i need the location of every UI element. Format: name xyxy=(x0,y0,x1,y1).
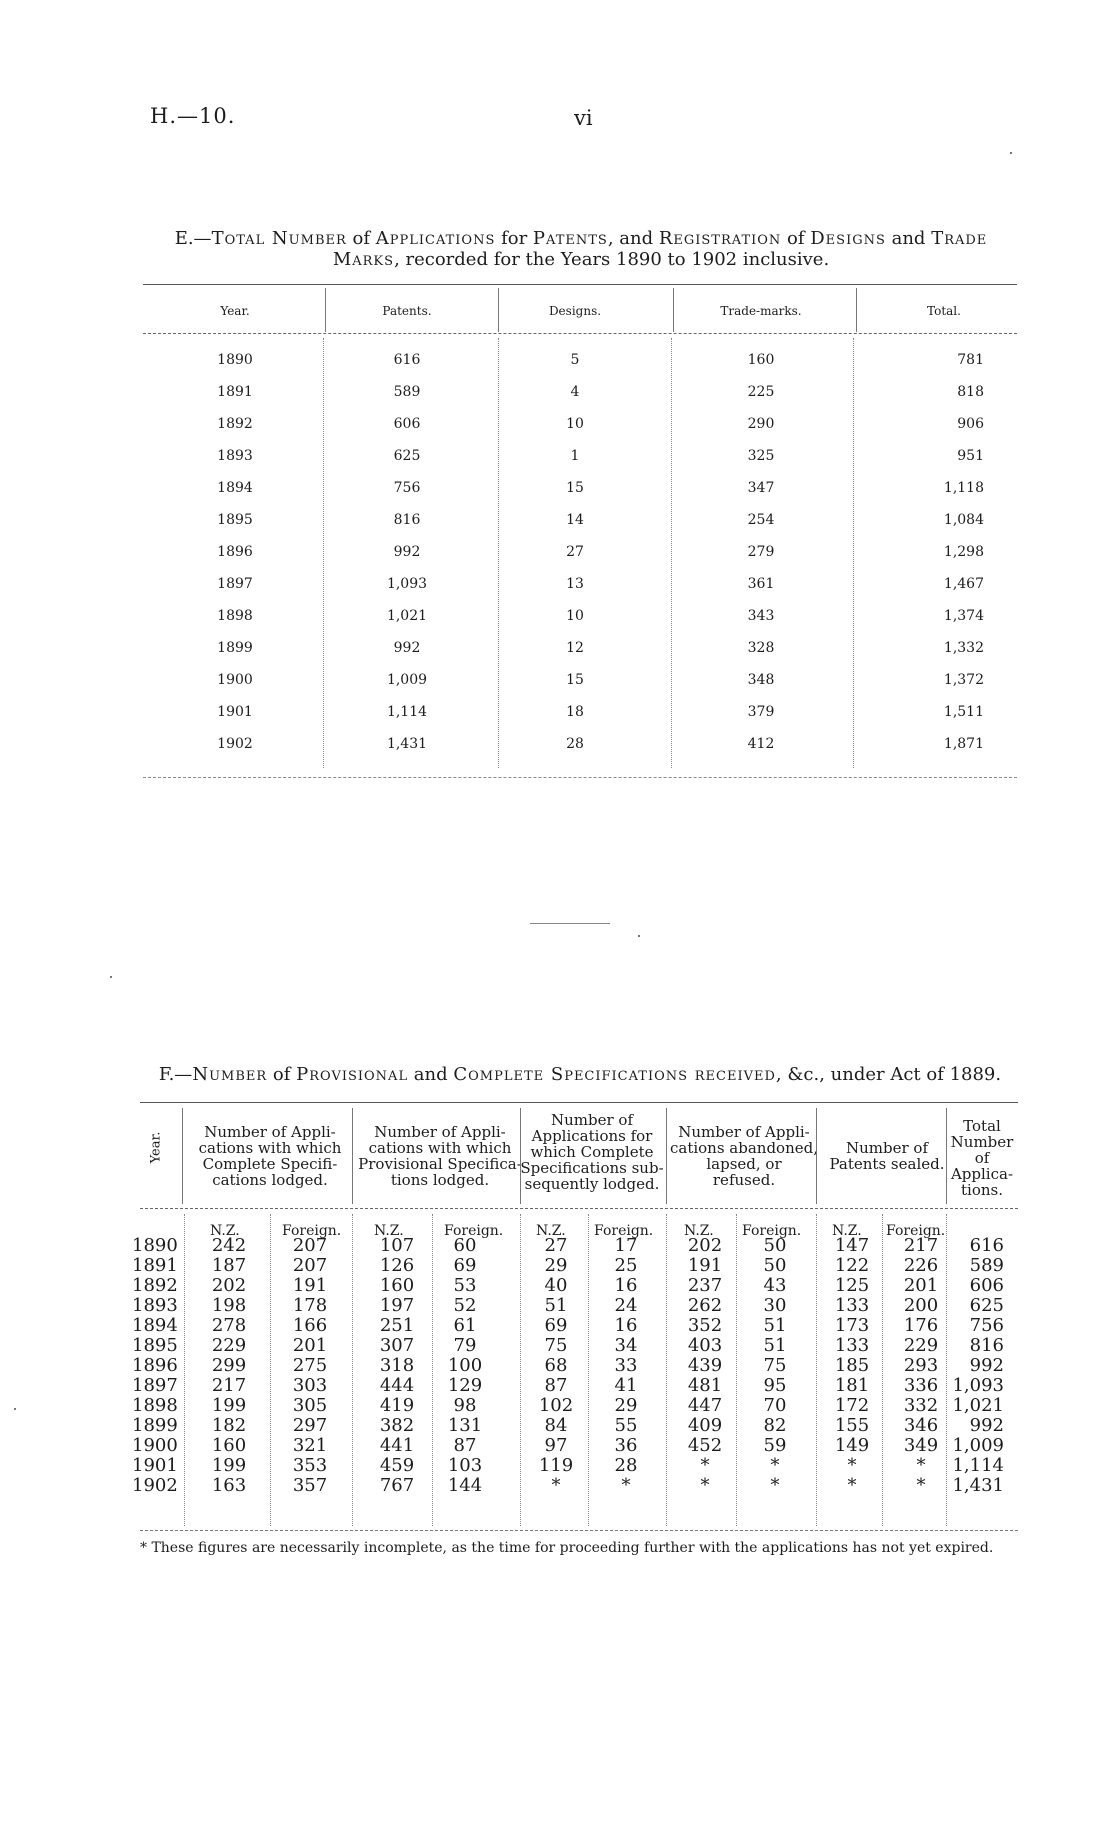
table-row xyxy=(0,1416,1114,1436)
provisional-foreign-cell: 61 xyxy=(453,1315,477,1336)
abandoned-foreign-cell: 43 xyxy=(763,1275,787,1296)
trade-marks-cell: 379 xyxy=(747,704,775,720)
year-cell: 1902 xyxy=(217,736,253,752)
table-row xyxy=(0,1456,1114,1476)
trade-marks-cell: 254 xyxy=(747,512,775,528)
complete-nz-cell: 163 xyxy=(211,1475,247,1496)
subheader-nz: N.Z. xyxy=(684,1223,714,1239)
table-row xyxy=(0,1396,1114,1416)
trade-marks-cell: 347 xyxy=(747,480,775,496)
table-f-divider xyxy=(352,1108,353,1204)
year-cell: 1890 xyxy=(132,1235,178,1256)
subsequent-nz-cell: 40 xyxy=(544,1275,568,1296)
trade-marks-cell: 325 xyxy=(747,448,775,464)
subsequent-nz-cell: 68 xyxy=(544,1355,568,1376)
subsequent-nz-cell: 29 xyxy=(544,1255,568,1276)
year-cell: 1894 xyxy=(132,1315,178,1336)
subsequent-foreign-cell: 25 xyxy=(614,1255,638,1276)
table-row xyxy=(0,1296,1114,1316)
trade-marks-cell: 160 xyxy=(747,352,775,368)
abandoned-nz-cell: 202 xyxy=(687,1235,723,1256)
complete-foreign-cell: 297 xyxy=(292,1415,328,1436)
designs-cell: 27 xyxy=(566,544,584,560)
abandoned-foreign-cell: 51 xyxy=(763,1315,787,1336)
sealed-foreign-cell: * xyxy=(916,1455,926,1476)
trade-marks-cell: 348 xyxy=(747,672,775,688)
abandoned-nz-cell: * xyxy=(700,1475,710,1496)
table-e-divider xyxy=(856,288,857,332)
sealed-nz-cell: 185 xyxy=(834,1355,870,1376)
sealed-nz-cell: * xyxy=(847,1455,857,1476)
designs-cell: 28 xyxy=(566,736,584,752)
sealed-foreign-cell: 349 xyxy=(903,1435,939,1456)
table-row xyxy=(0,416,1114,448)
patents-cell: 1,114 xyxy=(386,704,428,720)
total-cell: 906 xyxy=(957,416,984,432)
year-cell: 1892 xyxy=(132,1275,178,1296)
total-cell: 1,467 xyxy=(943,576,984,592)
trade-marks-cell: 225 xyxy=(747,384,775,400)
provisional-nz-cell: 307 xyxy=(379,1335,415,1356)
year-cell: 1899 xyxy=(217,640,253,656)
complete-nz-cell: 278 xyxy=(211,1315,247,1336)
year-cell: 1898 xyxy=(217,608,253,624)
patents-cell: 1,009 xyxy=(386,672,428,688)
table-f-divider xyxy=(946,1108,947,1204)
abandoned-nz-cell: 439 xyxy=(687,1355,723,1376)
subsequent-nz-cell: 84 xyxy=(544,1415,568,1436)
complete-foreign-cell: 191 xyxy=(292,1275,328,1296)
provisional-nz-cell: 459 xyxy=(379,1455,415,1476)
total-cell: 816 xyxy=(969,1335,1004,1356)
trade-marks-cell: 343 xyxy=(747,608,775,624)
year-cell: 1891 xyxy=(132,1255,178,1276)
table-row xyxy=(0,576,1114,608)
total-cell: 1,009 xyxy=(952,1435,1004,1456)
year-cell: 1891 xyxy=(217,384,253,400)
total-cell: 992 xyxy=(969,1415,1004,1436)
sealed-nz-cell: 172 xyxy=(834,1395,870,1416)
table-row xyxy=(0,448,1114,480)
designs-cell: 10 xyxy=(566,608,584,624)
provisional-nz-cell: 444 xyxy=(379,1375,415,1396)
total-cell: 1,374 xyxy=(943,608,984,624)
designs-cell: 14 xyxy=(566,512,584,528)
total-cell: 951 xyxy=(957,448,984,464)
subsequent-foreign-cell: 16 xyxy=(614,1275,638,1296)
section-separator xyxy=(530,923,610,924)
total-cell: 589 xyxy=(969,1255,1004,1276)
designs-cell: 18 xyxy=(566,704,584,720)
table-e-title: E.—Total Number of Applications for Patents, and Registration of Designs and Trade Marks, recorded for the Years 1890 to 1902 inclusive. xyxy=(174,228,988,270)
complete-foreign-cell: 275 xyxy=(292,1355,328,1376)
table-f-divider xyxy=(666,1108,667,1204)
table-row xyxy=(0,608,1114,640)
total-cell: 1,298 xyxy=(943,544,984,560)
footnote: * These figures are necessarily incomplete, as the time for proceeding further with the applications has not yet expired. xyxy=(140,1540,994,1556)
total-cell: 616 xyxy=(969,1235,1004,1256)
table-row xyxy=(0,1336,1114,1356)
table-f-header-total: Total Number of Applica- tions. xyxy=(950,1117,1014,1199)
provisional-nz-cell: 160 xyxy=(379,1275,415,1296)
subsequent-foreign-cell: 34 xyxy=(614,1335,638,1356)
table-f-bottom-rule xyxy=(140,1530,1018,1531)
table-row xyxy=(0,384,1114,416)
abandoned-foreign-cell: * xyxy=(770,1455,780,1476)
total-cell: 1,084 xyxy=(943,512,984,528)
abandoned-nz-cell: 262 xyxy=(687,1295,723,1316)
complete-foreign-cell: 357 xyxy=(292,1475,328,1496)
provisional-foreign-cell: 60 xyxy=(453,1235,477,1256)
sealed-nz-cell: 173 xyxy=(834,1315,870,1336)
abandoned-foreign-cell: 82 xyxy=(763,1415,787,1436)
sealed-foreign-cell: 336 xyxy=(903,1375,939,1396)
patents-cell: 616 xyxy=(393,352,421,368)
patents-cell: 589 xyxy=(393,384,421,400)
patents-cell: 1,431 xyxy=(386,736,428,752)
total-cell: 1,118 xyxy=(943,480,984,496)
subheader-nz: N.Z. xyxy=(536,1223,566,1239)
patents-cell: 992 xyxy=(393,544,421,560)
subheader-nz: N.Z. xyxy=(210,1223,240,1239)
page-reference: H.—10. xyxy=(150,104,236,128)
complete-nz-cell: 299 xyxy=(211,1355,247,1376)
sealed-foreign-cell: 176 xyxy=(903,1315,939,1336)
subsequent-nz-cell: 87 xyxy=(544,1375,568,1396)
total-cell: 1,431 xyxy=(952,1475,1004,1496)
patents-cell: 816 xyxy=(393,512,421,528)
complete-foreign-cell: 303 xyxy=(292,1375,328,1396)
table-f-header-subsequent: Number of Applications for which Complete Specifications sub- sequently lodged. xyxy=(520,1111,664,1193)
year-cell: 1901 xyxy=(217,704,253,720)
abandoned-nz-cell: 237 xyxy=(687,1275,723,1296)
year-cell: 1897 xyxy=(132,1375,178,1396)
complete-nz-cell: 199 xyxy=(211,1455,247,1476)
sealed-nz-cell: 149 xyxy=(834,1435,870,1456)
table-row xyxy=(0,1476,1114,1496)
abandoned-nz-cell: 481 xyxy=(687,1375,723,1396)
complete-foreign-cell: 207 xyxy=(292,1255,328,1276)
sealed-nz-cell: 133 xyxy=(834,1295,870,1316)
year-cell: 1899 xyxy=(132,1415,178,1436)
year-cell: 1901 xyxy=(132,1455,178,1476)
subsequent-nz-cell: 119 xyxy=(538,1455,574,1476)
complete-foreign-cell: 353 xyxy=(292,1455,328,1476)
trade-marks-cell: 361 xyxy=(747,576,775,592)
table-e-header-patents: Patents. xyxy=(382,304,432,318)
table-f-header-year: Year. xyxy=(148,1131,164,1164)
complete-nz-cell: 229 xyxy=(211,1335,247,1356)
table-f-header-complete: Number of Appli- cations with which Complete Specifi- cations lodged. xyxy=(198,1123,342,1189)
table-e-divider xyxy=(673,288,674,332)
abandoned-nz-cell: * xyxy=(700,1455,710,1476)
year-cell: 1893 xyxy=(217,448,253,464)
provisional-foreign-cell: 52 xyxy=(453,1295,477,1316)
designs-cell: 5 xyxy=(570,352,580,368)
provisional-nz-cell: 251 xyxy=(379,1315,415,1336)
table-row xyxy=(0,672,1114,704)
table-row xyxy=(0,352,1114,384)
subsequent-foreign-cell: 17 xyxy=(614,1235,638,1256)
subheader-foreign: Foreign. xyxy=(886,1223,946,1239)
subheader-foreign: Foreign. xyxy=(594,1223,654,1239)
designs-cell: 15 xyxy=(566,672,584,688)
table-row xyxy=(0,512,1114,544)
total-cell: 992 xyxy=(969,1355,1004,1376)
table-row xyxy=(0,1236,1114,1256)
table-row xyxy=(0,1256,1114,1276)
year-cell: 1892 xyxy=(217,416,253,432)
year-cell: 1898 xyxy=(132,1395,178,1416)
subsequent-foreign-cell: * xyxy=(621,1475,631,1496)
complete-foreign-cell: 201 xyxy=(292,1335,328,1356)
subsequent-foreign-cell: 28 xyxy=(614,1455,638,1476)
patents-cell: 756 xyxy=(393,480,421,496)
complete-nz-cell: 182 xyxy=(211,1415,247,1436)
complete-foreign-cell: 305 xyxy=(292,1395,328,1416)
table-row xyxy=(0,1436,1114,1456)
year-cell: 1894 xyxy=(217,480,253,496)
provisional-nz-cell: 419 xyxy=(379,1395,415,1416)
abandoned-foreign-cell: 59 xyxy=(763,1435,787,1456)
table-row xyxy=(0,640,1114,672)
table-row xyxy=(0,1356,1114,1376)
subsequent-foreign-cell: 36 xyxy=(614,1435,638,1456)
total-cell: 1,511 xyxy=(943,704,984,720)
abandoned-foreign-cell: 95 xyxy=(763,1375,787,1396)
designs-cell: 15 xyxy=(566,480,584,496)
sealed-foreign-cell: 293 xyxy=(903,1355,939,1376)
table-e-divider xyxy=(498,288,499,332)
sealed-nz-cell: 122 xyxy=(834,1255,870,1276)
total-cell: 756 xyxy=(969,1315,1004,1336)
provisional-nz-cell: 441 xyxy=(379,1435,415,1456)
year-cell: 1902 xyxy=(132,1475,178,1496)
complete-nz-cell: 160 xyxy=(211,1435,247,1456)
subheader-foreign: Foreign. xyxy=(742,1223,802,1239)
table-f-top-rule xyxy=(140,1102,1018,1103)
designs-cell: 4 xyxy=(570,384,580,400)
trade-marks-cell: 279 xyxy=(747,544,775,560)
table-row xyxy=(0,1316,1114,1336)
sealed-foreign-cell: 226 xyxy=(903,1255,939,1276)
subsequent-nz-cell: 97 xyxy=(544,1435,568,1456)
subheader-nz: N.Z. xyxy=(832,1223,862,1239)
print-speck xyxy=(638,935,640,937)
provisional-foreign-cell: 144 xyxy=(447,1475,483,1496)
table-row xyxy=(0,1276,1114,1296)
table-f-header-sealed: Number of Patents sealed. xyxy=(829,1139,945,1173)
sealed-foreign-cell: 332 xyxy=(903,1395,939,1416)
patents-cell: 606 xyxy=(393,416,421,432)
designs-cell: 13 xyxy=(566,576,584,592)
total-cell: 1,372 xyxy=(943,672,984,688)
subsequent-foreign-cell: 24 xyxy=(614,1295,638,1316)
patents-cell: 625 xyxy=(393,448,421,464)
subsequent-nz-cell: 51 xyxy=(544,1295,568,1316)
table-e-header-trade-marks: Trade-marks. xyxy=(720,304,802,318)
abandoned-nz-cell: 447 xyxy=(687,1395,723,1416)
table-e-header-total: Total. xyxy=(927,304,961,318)
complete-nz-cell: 198 xyxy=(211,1295,247,1316)
table-f-header-provisional: Number of Appli- cations with which Provisional Specifica- tions lodged. xyxy=(358,1123,522,1189)
sealed-foreign-cell: 200 xyxy=(903,1295,939,1316)
table-f-divider xyxy=(520,1108,521,1204)
subsequent-nz-cell: 75 xyxy=(544,1335,568,1356)
table-e-divider xyxy=(325,288,326,332)
sealed-nz-cell: 155 xyxy=(834,1415,870,1436)
complete-nz-cell: 187 xyxy=(211,1255,247,1276)
sealed-nz-cell: 181 xyxy=(834,1375,870,1396)
provisional-foreign-cell: 131 xyxy=(447,1415,483,1436)
table-e-bottom-rule xyxy=(143,777,1017,778)
designs-cell: 1 xyxy=(570,448,580,464)
sealed-nz-cell: 125 xyxy=(834,1275,870,1296)
total-cell: 1,332 xyxy=(943,640,984,656)
abandoned-foreign-cell: 50 xyxy=(763,1255,787,1276)
total-cell: 781 xyxy=(957,352,984,368)
table-row xyxy=(0,1376,1114,1396)
provisional-nz-cell: 767 xyxy=(379,1475,415,1496)
table-row xyxy=(0,544,1114,576)
print-speck xyxy=(110,976,112,978)
total-cell: 1,871 xyxy=(943,736,984,752)
year-cell: 1895 xyxy=(217,512,253,528)
trade-marks-cell: 328 xyxy=(747,640,775,656)
subheader-nz: N.Z. xyxy=(374,1223,404,1239)
table-f-header-rule xyxy=(140,1208,1018,1209)
total-cell: 625 xyxy=(969,1295,1004,1316)
table-e-header-designs: Designs. xyxy=(548,304,602,318)
complete-nz-cell: 199 xyxy=(211,1395,247,1416)
abandoned-foreign-cell: 70 xyxy=(763,1395,787,1416)
print-speck xyxy=(1010,152,1012,154)
subsequent-nz-cell: * xyxy=(551,1475,561,1496)
provisional-nz-cell: 126 xyxy=(379,1255,415,1276)
abandoned-nz-cell: 403 xyxy=(687,1335,723,1356)
sealed-foreign-cell: 229 xyxy=(903,1335,939,1356)
table-row xyxy=(0,480,1114,512)
table-e-header-rule xyxy=(143,333,1017,334)
subsequent-nz-cell: 102 xyxy=(538,1395,574,1416)
year-cell: 1896 xyxy=(217,544,253,560)
provisional-foreign-cell: 98 xyxy=(453,1395,477,1416)
abandoned-nz-cell: 452 xyxy=(687,1435,723,1456)
sealed-foreign-cell: * xyxy=(916,1475,926,1496)
designs-cell: 12 xyxy=(566,640,584,656)
year-cell: 1897 xyxy=(217,576,253,592)
subsequent-foreign-cell: 16 xyxy=(614,1315,638,1336)
complete-foreign-cell: 321 xyxy=(292,1435,328,1456)
total-cell: 1,021 xyxy=(952,1395,1004,1416)
table-e-header-year: Year. xyxy=(220,304,250,318)
sealed-nz-cell: * xyxy=(847,1475,857,1496)
year-cell: 1896 xyxy=(132,1355,178,1376)
abandoned-nz-cell: 191 xyxy=(687,1255,723,1276)
provisional-nz-cell: 318 xyxy=(379,1355,415,1376)
provisional-nz-cell: 107 xyxy=(379,1235,415,1256)
sealed-foreign-cell: 217 xyxy=(903,1235,939,1256)
total-cell: 606 xyxy=(969,1275,1004,1296)
patents-cell: 1,093 xyxy=(386,576,428,592)
provisional-foreign-cell: 87 xyxy=(453,1435,477,1456)
subsequent-foreign-cell: 41 xyxy=(614,1375,638,1396)
table-e-top-rule xyxy=(143,284,1017,285)
total-cell: 818 xyxy=(957,384,984,400)
abandoned-foreign-cell: * xyxy=(770,1475,780,1496)
provisional-foreign-cell: 103 xyxy=(447,1455,483,1476)
provisional-foreign-cell: 100 xyxy=(447,1355,483,1376)
sealed-foreign-cell: 346 xyxy=(903,1415,939,1436)
table-f-header-abandoned: Number of Appli- cations abandoned, lapsed, or refused. xyxy=(669,1123,818,1189)
table-f-divider xyxy=(816,1108,817,1204)
abandoned-nz-cell: 409 xyxy=(687,1415,723,1436)
subsequent-foreign-cell: 55 xyxy=(614,1415,638,1436)
subsequent-nz-cell: 69 xyxy=(544,1315,568,1336)
sealed-foreign-cell: 201 xyxy=(903,1275,939,1296)
total-cell: 1,093 xyxy=(952,1375,1004,1396)
designs-cell: 10 xyxy=(566,416,584,432)
complete-nz-cell: 202 xyxy=(211,1275,247,1296)
year-cell: 1890 xyxy=(217,352,253,368)
subsequent-nz-cell: 27 xyxy=(544,1235,568,1256)
provisional-foreign-cell: 79 xyxy=(453,1335,477,1356)
complete-foreign-cell: 207 xyxy=(292,1235,328,1256)
provisional-foreign-cell: 69 xyxy=(453,1255,477,1276)
year-cell: 1900 xyxy=(217,672,253,688)
year-cell: 1900 xyxy=(132,1435,178,1456)
table-row xyxy=(0,704,1114,736)
patents-cell: 1,021 xyxy=(386,608,428,624)
complete-nz-cell: 217 xyxy=(211,1375,247,1396)
trade-marks-cell: 412 xyxy=(747,736,775,752)
table-row xyxy=(0,736,1114,768)
abandoned-foreign-cell: 51 xyxy=(763,1335,787,1356)
year-cell: 1895 xyxy=(132,1335,178,1356)
complete-foreign-cell: 178 xyxy=(292,1295,328,1316)
total-cell: 1,114 xyxy=(952,1455,1004,1476)
patents-cell: 992 xyxy=(393,640,421,656)
subsequent-foreign-cell: 33 xyxy=(614,1355,638,1376)
subheader-foreign: Foreign. xyxy=(444,1223,504,1239)
provisional-nz-cell: 382 xyxy=(379,1415,415,1436)
year-cell: 1893 xyxy=(132,1295,178,1316)
provisional-foreign-cell: 53 xyxy=(453,1275,477,1296)
complete-foreign-cell: 166 xyxy=(292,1315,328,1336)
subheader-foreign: Foreign. xyxy=(282,1223,342,1239)
table-f-title: F.—Number of Provisional and Complete Specifications received, &c., under Act of 1889. xyxy=(158,1064,1002,1085)
subsequent-foreign-cell: 29 xyxy=(614,1395,638,1416)
table-f-divider xyxy=(182,1108,183,1204)
abandoned-foreign-cell: 50 xyxy=(763,1235,787,1256)
trade-marks-cell: 290 xyxy=(747,416,775,432)
sealed-nz-cell: 147 xyxy=(834,1235,870,1256)
provisional-foreign-cell: 129 xyxy=(447,1375,483,1396)
complete-nz-cell: 242 xyxy=(211,1235,247,1256)
abandoned-nz-cell: 352 xyxy=(687,1315,723,1336)
abandoned-foreign-cell: 30 xyxy=(763,1295,787,1316)
sealed-nz-cell: 133 xyxy=(834,1335,870,1356)
page-number: vi xyxy=(574,106,593,130)
provisional-nz-cell: 197 xyxy=(379,1295,415,1316)
abandoned-foreign-cell: 75 xyxy=(763,1355,787,1376)
